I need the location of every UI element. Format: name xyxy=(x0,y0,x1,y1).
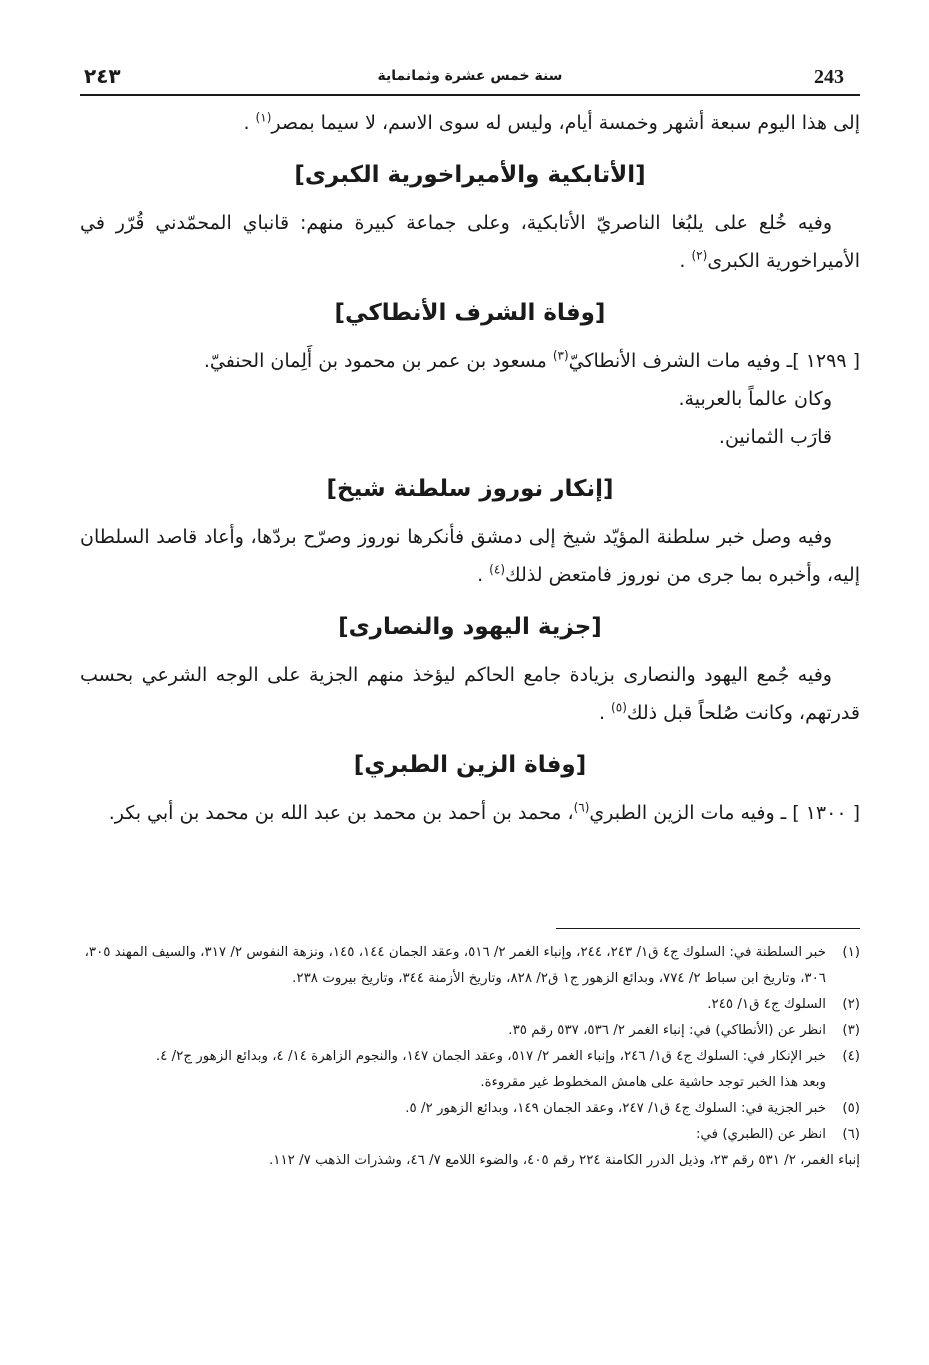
footnote-separator xyxy=(556,928,860,929)
footnotes xyxy=(80,940,860,1174)
page-number-latin: 243 xyxy=(814,66,844,88)
footnote-ref: (٢) xyxy=(691,248,708,263)
footnote xyxy=(80,940,860,992)
paragraph xyxy=(80,204,860,280)
footnote-text: إنباء الغمر، ٢/ ٥٣١ رقم ٢٣، وذيل الدرر الكامنة ٢٢٤ رقم ٤٠٥، والضوء اللامع ٧/ ٤٦، وشذرات الذهب ٧/ ١١٢. xyxy=(269,1153,860,1168)
footnote-ref: (١) xyxy=(255,110,272,125)
footnote-ref: (٣) xyxy=(552,348,569,363)
footnote-text: انظر عن (الأنطاكي) في: إنباء الغمر ٢/ ٥٣٦، ٥٣٧ رقم ٣٥. xyxy=(508,1023,826,1038)
paragraph-end: . xyxy=(477,564,490,586)
footnote-number: (١) xyxy=(842,945,860,960)
footnote-ref: (٤) xyxy=(489,562,505,577)
footnote xyxy=(80,1044,860,1070)
footnote-ref: (٥) xyxy=(611,700,627,715)
entry-text: [ ١٣٠٠ ] ـ وفيه مات الزين الطبري xyxy=(589,802,860,824)
biography-entry xyxy=(80,342,860,380)
section-heading: [إنكار نوروز سلطنة شيخ] xyxy=(326,476,614,502)
paragraph-continuation xyxy=(80,104,860,142)
footnote-text: انظر عن (الطبري) في: xyxy=(696,1127,826,1142)
running-header xyxy=(80,62,860,96)
footnote-text: خبر السلطنة في: السلوك ج٤ ق١/ ٢٤٣، ٢٤٤، وإنباء الغمر ٢/ ٥١٦، وعقد الجمان ١٤٤، ١٤٥، ونزهة النفوس ٢/ ٣١٧، والسيف المهند ٣٠٥، ٣٠٦، وتاريخ ابن سباط ٢/ ٧٧٤، وبدائع الزهور ج١ ق٢/ ٨٢٨، وتاريخ الأزمنة ٣٤٤، وتاريخ بيروت ٢٣٨. xyxy=(84,945,826,986)
paragraph-end: . xyxy=(243,112,256,134)
footnote-number: (٥) xyxy=(842,1101,860,1116)
footnote-text: خبر الجزية في: السلوك ج٤ ق١/ ٢٤٧، وعقد الجمان ١٤٩، وبدائع الزهور ٢/ ٥. xyxy=(405,1101,826,1116)
paragraph-text: إلى هذا اليوم سبعة أشهر وخمسة أيام، وليس له سوى الاسم، لا سيما بمصر xyxy=(271,112,860,134)
footnote-text: خبر الإنكار في: السلوك ج٤ ق١/ ٢٤٦، وإنباء الغمر ٢/ ٥١٧، وعقد الجمان ١٤٧، والنجوم الزاهرة ١٤/ ٤، وبدائع الزهور ج٢/ ٤. xyxy=(155,1049,826,1064)
paragraph-line: قارَب الثمانين. xyxy=(718,426,832,448)
section-heading: [الأتابكية والأميراخورية الكبرى] xyxy=(294,162,646,188)
entry-text: ، محمد بن أحمد بن محمد بن عبد الله بن محمد بن أبي بكر. xyxy=(108,802,574,824)
footnote-continuation xyxy=(80,1148,860,1174)
footnote xyxy=(80,1122,860,1148)
section-heading: [وفاة الشرف الأنطاكي] xyxy=(334,300,606,326)
page-number-arabic: ٢٤٣ xyxy=(84,64,121,88)
paragraph-text: وفيه جُمع اليهود والنصارى بزيادة جامع الحاكم ليؤخذ منهم الجزية على الوجه الشرعي بحسب قدرتهم، وكانت صُلحاً قبل ذلك xyxy=(80,664,860,724)
footnote-continuation xyxy=(80,1070,860,1096)
footnote xyxy=(80,992,860,1018)
paragraph-line: وكان عالماً بالعربية. xyxy=(678,388,832,410)
paragraph xyxy=(80,656,860,732)
footnote-number: (٤) xyxy=(842,1049,860,1064)
running-title: سنة خمس عشرة وثمانماية xyxy=(377,68,563,84)
paragraph-end: . xyxy=(598,702,612,724)
paragraph xyxy=(80,518,860,594)
footnote xyxy=(80,1018,860,1044)
paragraph-text: وفيه خُلع على يلبُغا الناصريّ الأتابكية، وعلى جماعة كبيرة منهم: قانباي المحمّدني قُرّر في الأميراخورية الكبرى xyxy=(80,212,860,272)
footnote xyxy=(80,1096,860,1122)
paragraph-text: وفيه وصل خبر سلطنة المؤيّد شيخ إلى دمشق فأنكرها نوروز وصرّح بردّها، وأعاد قاصد السلطان إليه، وأخبره بما جرى من نوروز فامتعض لذلك xyxy=(80,526,860,586)
footnote-ref: (٦) xyxy=(573,800,590,815)
entry-text: [ ١٢٩٩ ]ـ وفيه مات الشرف الأنطاكيّ xyxy=(568,350,860,372)
footnote-number: (٦) xyxy=(842,1127,860,1142)
footnote-number: (٢) xyxy=(842,997,860,1012)
biography-entry xyxy=(80,794,860,832)
entry-text: مسعود بن عمر بن محمود بن أَلِمان الحنفيّ. xyxy=(203,350,553,372)
footnote-number: (٣) xyxy=(842,1023,860,1038)
section-heading: [وفاة الزين الطبري] xyxy=(353,752,587,778)
main-text xyxy=(80,104,860,832)
footnote-text: السلوك ج٤ ق١/ ٢٤٥. xyxy=(707,997,826,1012)
section-heading: [جزية اليهود والنصارى] xyxy=(338,614,602,640)
footnote-text: وبعد هذا الخبر توجد حاشية على هامش المخطوط غير مقروءة. xyxy=(480,1075,826,1090)
paragraph-end: . xyxy=(679,250,692,272)
